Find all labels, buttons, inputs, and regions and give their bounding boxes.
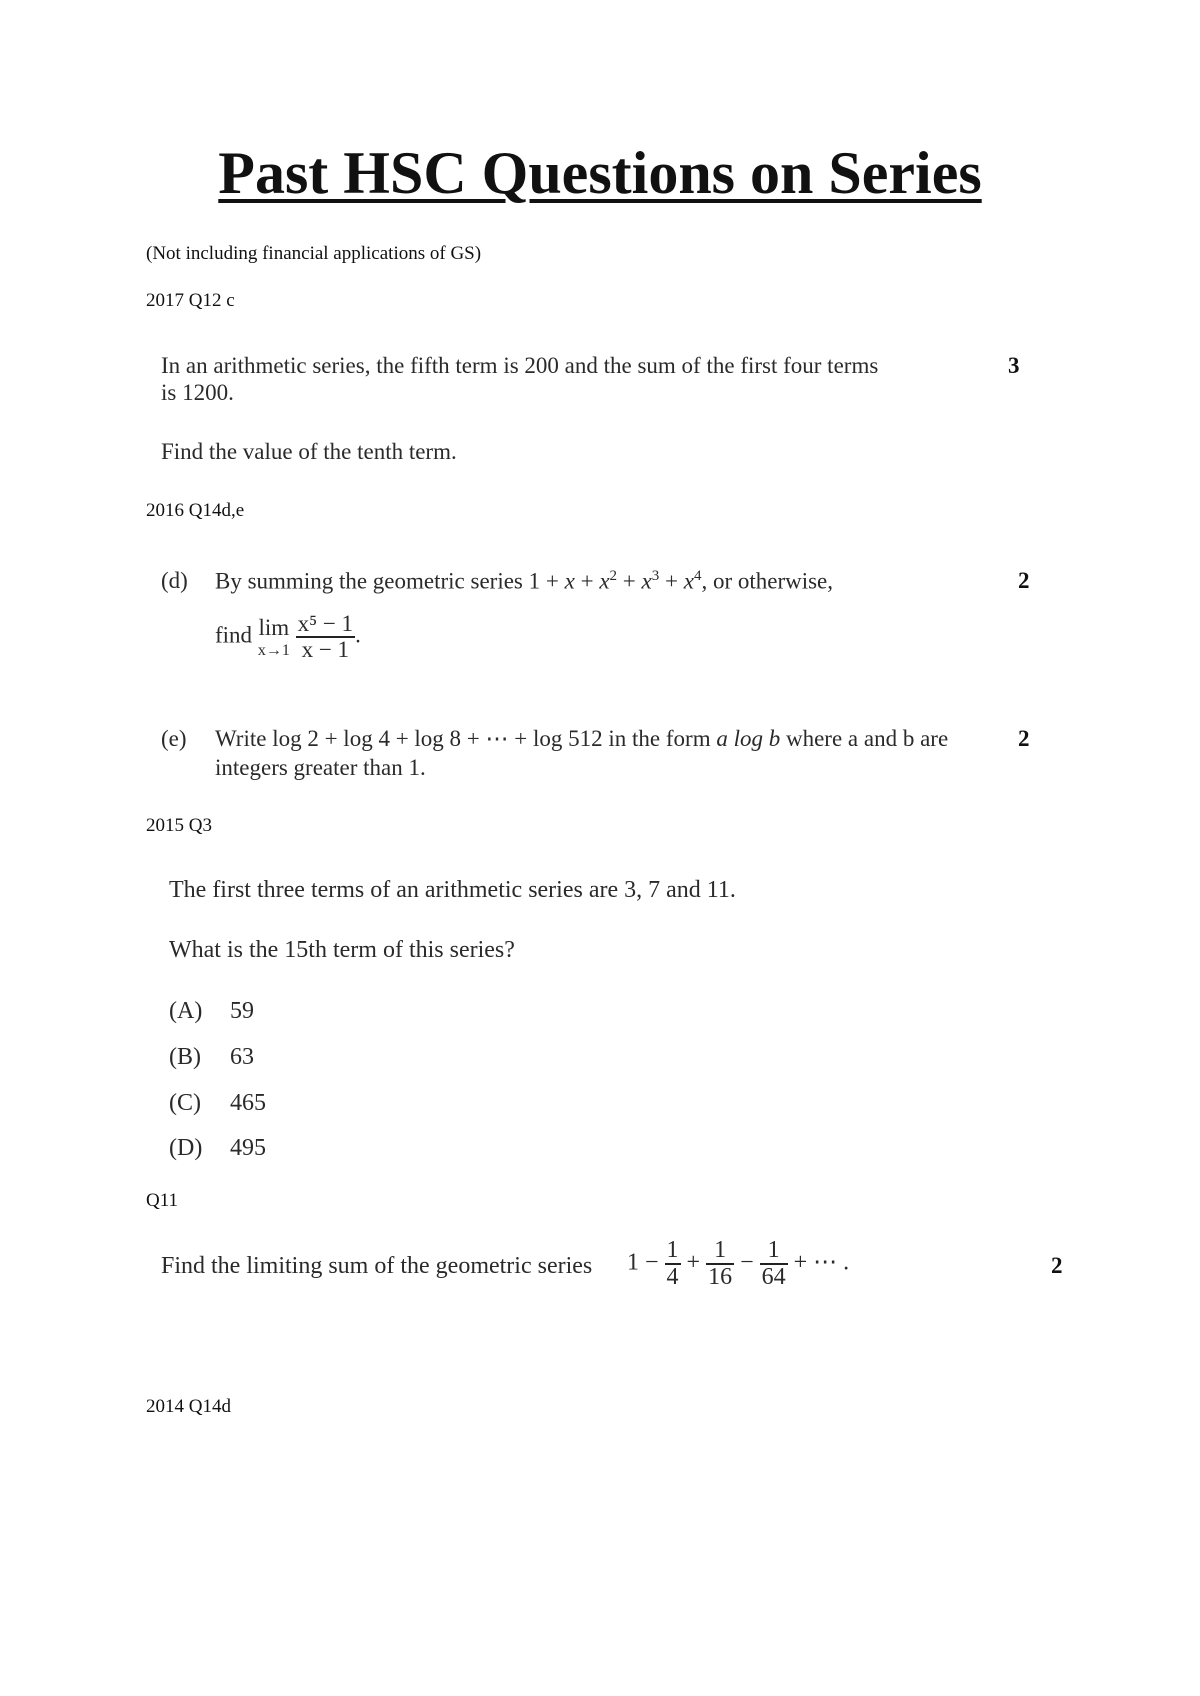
option-a-label: (A) [169,998,203,1024]
question-ref-q11: Q11 [146,1190,179,1211]
frac1-den: 4 [666,1264,679,1291]
option-b-label: (B) [169,1044,201,1070]
q2016d-limit: find lim x→1 $\frac{\text{x⁵ − 1}}{x - 1}$ . [215,611,361,663]
question-ref-2014: 2014 Q14d [146,1396,231,1417]
fraction-1-16 [706,1238,734,1290]
question-ref-2016: 2016 Q14d,e [146,500,245,521]
limit-operator [258,616,290,659]
q11-series [627,1238,849,1290]
q2016e-marks: 2 [1018,726,1030,751]
option-d-label: (D) [169,1135,203,1161]
fraction-1-64 [760,1238,788,1290]
q2016e-text-mid: in the form [608,726,711,751]
q11-marks: 2 [1051,1253,1063,1278]
lim-word: lim [258,614,290,640]
question-ref-2015: 2015 Q3 [146,815,212,836]
q2017-marks: 3 [1008,353,1020,378]
option-c-value: 465 [230,1090,266,1116]
q11-lead: 1 − [627,1249,659,1276]
q11-text: Find the limiting sum of the geometric series [161,1253,593,1279]
q2016e-form: a log b [716,726,781,751]
q2015-line2: What is the 15th term of this series? [169,937,515,963]
question-ref-2017: 2017 Q12 c [146,290,235,311]
q2017-line2: is 1200. [161,380,234,405]
option-c-label: (C) [169,1090,201,1116]
q2016d-text-post: , or otherwise, [701,568,834,594]
frac3-num: 1 [760,1238,788,1265]
subtitle-note: (Not including financial applications of GS) [146,243,482,264]
frac2-den: 16 [708,1264,733,1291]
option-d-value: 495 [230,1135,266,1161]
frac1-num: 1 [665,1238,681,1265]
frac2-num: 1 [706,1238,734,1265]
q2016d-find: find [215,622,253,648]
option-b-value: 63 [230,1044,254,1070]
limit-denominator: x − 1 [301,637,350,663]
option-a-value: 59 [230,998,254,1024]
q2016e-text-pre: Write [215,726,267,751]
q2016d-text-pre: By summing the geometric series 1 + [215,568,565,594]
q2016e-label: (e) [161,726,187,751]
q2017-line1: In an arithmetic series, the fifth term is 200 and the sum of the first four terms [161,353,879,378]
q2016d-label: (d) [161,568,188,593]
q2016e-text-post: where a and b are [785,726,949,751]
q2016d-marks: 2 [1018,568,1030,593]
frac3-den: 64 [761,1264,786,1291]
q2016e-line1 [215,726,948,752]
limit-fraction [296,612,356,662]
q2017-line3: Find the value of the tenth term. [161,439,457,464]
page-title: Past HSC Questions on Series [218,140,982,206]
q2016e-line2: integers greater than 1. [215,755,426,780]
q11-op3: − [740,1249,754,1276]
lim-subscript: x→1 [257,641,290,659]
limit-numerator: x⁵ − 1 [296,612,356,638]
fraction-1-4 [665,1238,681,1290]
q2016e-expr: log 2 + log 4 + log 8 + ⋯ + log 512 [272,726,603,751]
q11-tail: + ⋯ . [793,1249,850,1276]
q2015-line1: The first three terms of an arithmetic series are 3, 7 and 11. [169,877,736,903]
q2016d-text: By summing the geometric series $1 + x + x^2 + x^3 + x^4$, or otherwise, [215,568,834,594]
q11-op2: + [686,1249,701,1276]
